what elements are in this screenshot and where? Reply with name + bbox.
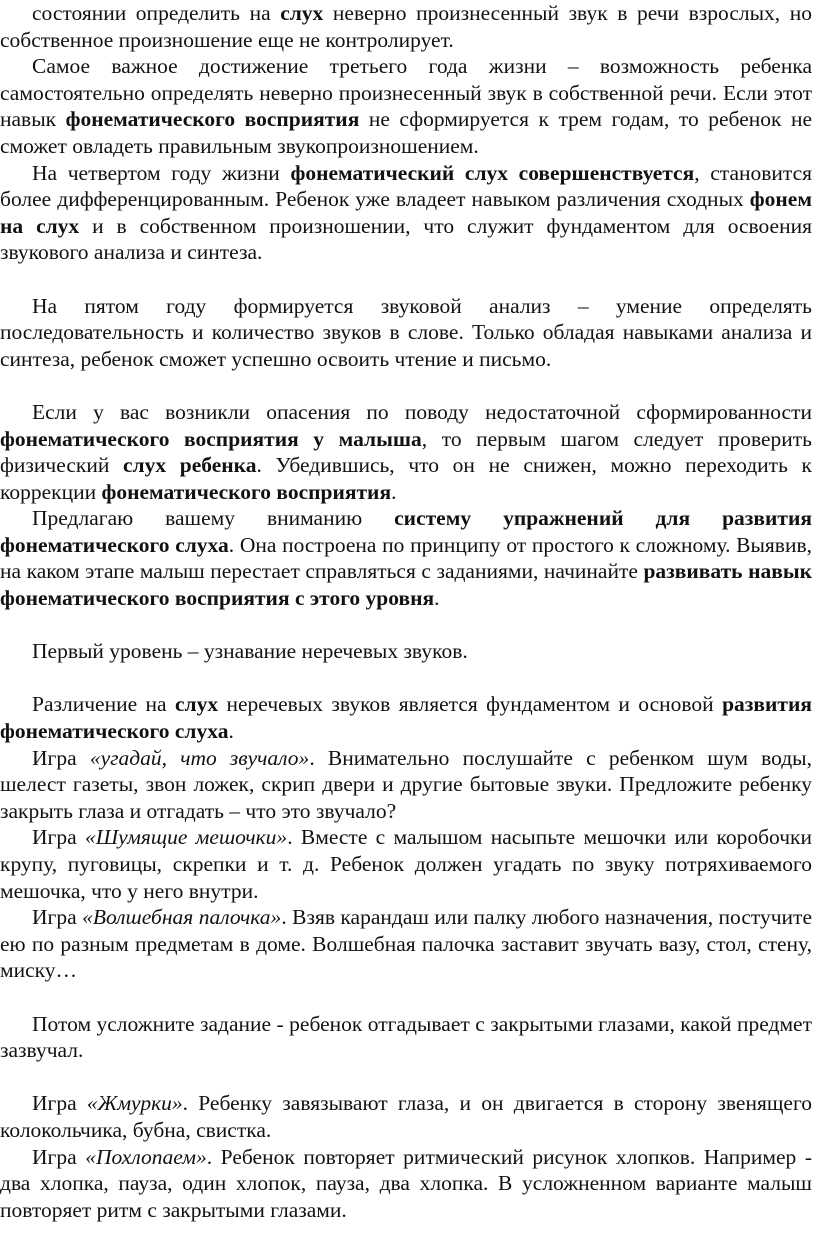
text-run: Если у вас возникли опасения по поводу недостаточной сформированности bbox=[32, 399, 812, 424]
bold-text: фонем на слух bbox=[0, 187, 812, 238]
paragraph bbox=[0, 399, 812, 505]
text-run: На пятом году формируется звуковой анализ – умение определять последовательность и количество звуков в слове. Только обладая навыками анализа и синтеза, ребенок сможет успешно освоить чтение и письмо. bbox=[0, 293, 812, 371]
text-run: Игра bbox=[32, 1091, 87, 1116]
text-run: . Взяв карандаш или палку любого назначения, постучите ею по разным предметам в доме. Волшебная палочка заставит звучать вазу, стол, стену, миску… bbox=[0, 905, 812, 983]
bold-text: развивать навык фонематического восприятия с этого уровня bbox=[0, 559, 812, 611]
text-run: На четвертом году жизни bbox=[32, 160, 291, 185]
text-run: Игра bbox=[32, 1144, 86, 1169]
bold-text: слух ребенка bbox=[123, 453, 257, 478]
text-run: . Ребенок повторяет ритмический рисунок хлопков. Например - два хлопка, пауза, один хлопок, пауза, два хлопка. В усложненном варианте малыш повторяет ритм с закрытыми глазами. bbox=[0, 1144, 812, 1222]
text-run: , то первым шагом следует проверить физический bbox=[0, 426, 812, 478]
text-run: не сформируется к трем годам, то ребенок не сможет овладеть правильным звукопроизношением. bbox=[0, 107, 813, 158]
bold-text: фонематического восприятия bbox=[101, 479, 392, 504]
text-run: Самое важное достижение третьего года жизни – возможность ребенка самостоятельно определять неверно произнесенный звук в собственной речи. Если этот навык bbox=[0, 54, 812, 132]
text-run: и в собственном произношении, что служит фундаментом для освоения звукового анализа и синтеза. bbox=[0, 213, 812, 265]
paragraph bbox=[0, 0, 812, 53]
text-run: Игра bbox=[32, 825, 85, 850]
paragraph bbox=[0, 53, 812, 159]
text-run: . Она построена по принципу от простого к сложному. Выявив, на каком этапе малыш перестает справляться с заданиями, начинайте bbox=[0, 532, 812, 584]
text-run: неречевых звуков является фундаментом и основой bbox=[218, 692, 723, 717]
bold-text: фонематического восприятия bbox=[65, 107, 360, 132]
paragraph bbox=[0, 691, 812, 744]
paragraph bbox=[0, 904, 812, 984]
bold-text: систему упражнений для развития фонематического слуха bbox=[0, 506, 812, 557]
paragraph bbox=[0, 160, 812, 266]
text-run: состоянии определить на bbox=[32, 1, 281, 25]
text-run: . Вместе с малышом насыпьте мешочки или коробочки крупу, пуговицы, скрепки и т. д. Ребенок должен угадать по звуку потряхиваемого мешочка, что у него внутри. bbox=[0, 825, 812, 903]
italic-text: «Жмурки» bbox=[86, 1091, 183, 1116]
text-run: Потом усложните задание - ребенок отгадывает с закрытыми глазами, какой предмет зазвучал. bbox=[0, 1011, 812, 1063]
italic-text: «Волшебная палочка» bbox=[82, 905, 282, 930]
text-run: . bbox=[391, 479, 397, 504]
text-run: неверно произнесенный звук в речи взрослых, но собственное произношение еще не контролирует. bbox=[0, 1, 812, 52]
italic-text: «Похлопаем» bbox=[85, 1144, 207, 1169]
text-run: . Убедившись, что он не снижен, можно переходить к коррекции bbox=[0, 453, 812, 504]
text-run: Предлагаю вашему вниманию bbox=[32, 506, 395, 531]
text-run: Первый уровень – узнавание неречевых звуков. bbox=[32, 639, 468, 664]
text-run: , становится более дифференцированным. Ребенок уже владеет навыком различения сходных bbox=[0, 160, 812, 212]
paragraph bbox=[0, 638, 812, 665]
bold-text: слух bbox=[280, 1, 324, 25]
paragraph bbox=[0, 1144, 812, 1224]
paragraph bbox=[0, 505, 812, 611]
bold-text: развития фонематического слуха bbox=[0, 692, 812, 744]
text-run: . bbox=[228, 719, 234, 744]
text-run: . Внимательно послушайте с ребенком шум воды, шелест газеты, звон ложек, скрип двери и другие бытовые звуки. Предложите ребенку закрыть глаза и отгадать – что это звучало? bbox=[0, 745, 813, 823]
bold-text: фонематический слух совершенствуется bbox=[290, 160, 695, 185]
text-run: . Ребенку завязывают глаза, и он двигается в сторону звенящего колокольчика, бубна, свистка. bbox=[0, 1091, 812, 1142]
bold-text: слух bbox=[175, 692, 219, 717]
text-run: . bbox=[434, 586, 440, 611]
text-run: Игра bbox=[32, 905, 83, 930]
italic-text: «Шумящие мешочки» bbox=[84, 825, 288, 850]
paragraph bbox=[0, 1011, 812, 1064]
paragraph bbox=[0, 293, 812, 373]
paragraph bbox=[0, 824, 812, 904]
italic-text: «угадай, что звучало» bbox=[89, 745, 310, 770]
paragraph bbox=[0, 1090, 812, 1143]
bold-text: фонематического восприятия у малыша bbox=[0, 426, 422, 451]
text-run: Различение на bbox=[32, 692, 175, 717]
text-run: Игра bbox=[32, 745, 90, 770]
paragraph bbox=[0, 745, 812, 825]
